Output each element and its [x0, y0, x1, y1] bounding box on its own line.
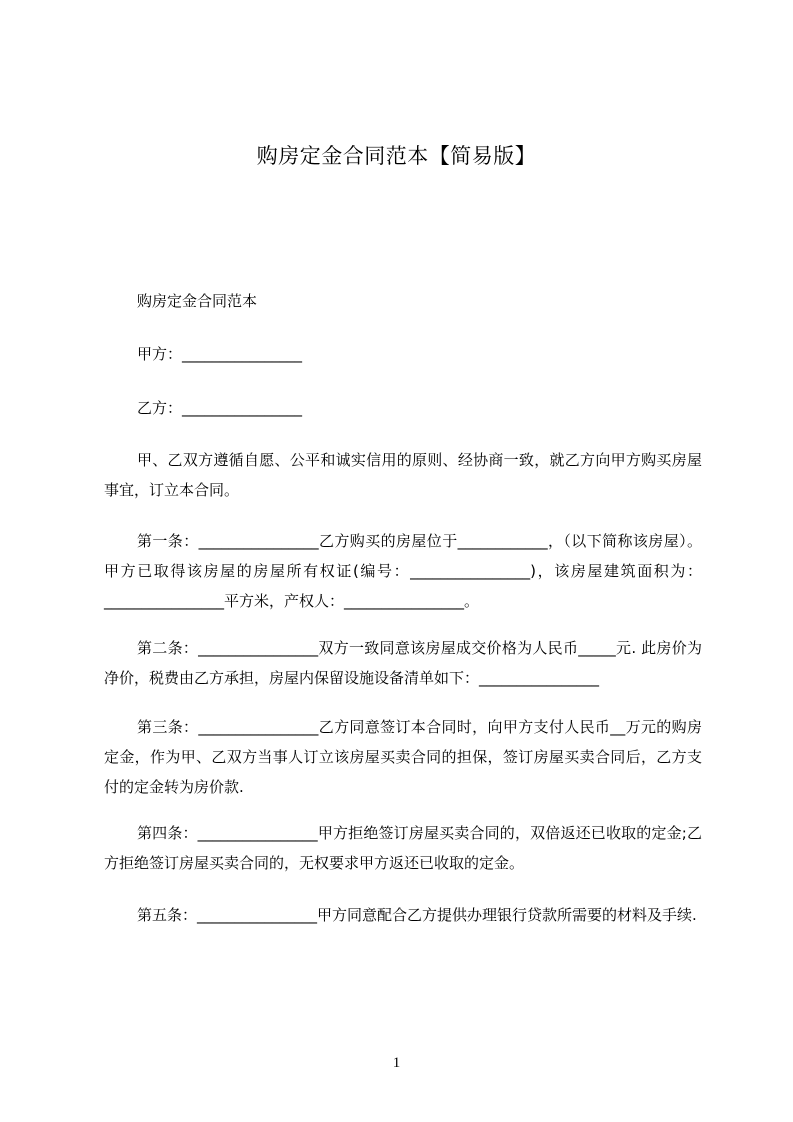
article-4-paragraph: 第四条：________________甲方拒绝签订房屋买卖合同的，双倍返还已收取的定金;乙方拒绝签订房屋买卖合同的，无权要求甲方返还已收取的定金。: [104, 824, 702, 872]
contract-subtitle: 购房定金合同范本: [137, 292, 258, 310]
article-3-paragraph: 第三条：________________乙方同意签订本合同时，向甲方支付人民币__万元的购房定金，作为甲、乙双方当事人订立该房屋买卖合同的担保，签订房屋买卖合同后，乙方支付的定金转为房价款.: [104, 718, 702, 796]
party-a-line: 甲方：________________: [137, 345, 303, 363]
article-2-paragraph: 第二条：________________双方一致同意该房屋成交价格为人民币_____元. 此房价为净价，税费由乙方承担，房屋内保留设施设备清单如下：________________: [104, 639, 702, 687]
article-1-paragraph: 第一条：________________乙方购买的房屋位于____________，（以下简称该房屋）。甲方已取得该房屋的房屋所有权证(编号：________________)，该房屋建筑面积为：________________平方米，产权人：________________。: [104, 532, 702, 610]
party-b-line: 乙方：________________: [137, 399, 303, 417]
preamble-paragraph: 甲、乙双方遵循自愿、公平和诚实信用的原则、经协商一致，就乙方向甲方购买房屋事宜，订立本合同。: [104, 451, 702, 499]
article-5-paragraph: 第五条：________________甲方同意配合乙方提供办理银行贷款所需要的材料及手续.: [137, 906, 697, 924]
page-number: 1: [392, 1055, 401, 1071]
document-title: 购房定金合同范本【简易版】: [256, 144, 537, 168]
